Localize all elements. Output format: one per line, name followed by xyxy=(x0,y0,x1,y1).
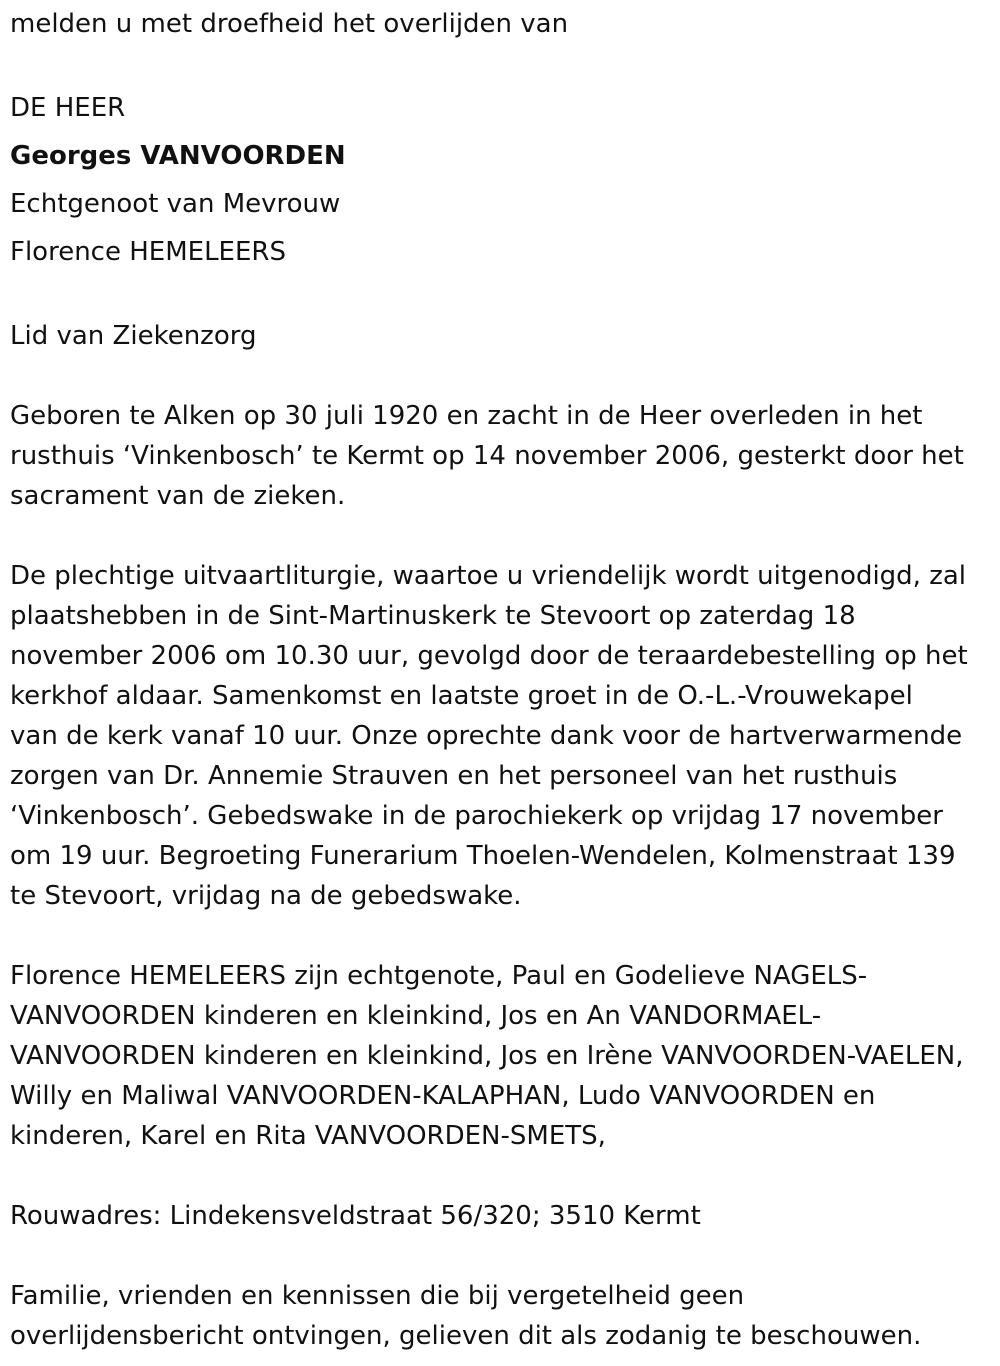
spacer xyxy=(10,356,995,396)
paragraph-line: Willy en Maliwal VANVOORDEN-KALAPHAN, Ludo VANVOORDEN en xyxy=(10,1081,876,1111)
paragraph-line: van de kerk vanaf 10 uur. Onze oprechte dank voor de hartverwarmende xyxy=(10,721,963,751)
spouse-line-1: Echtgenoot van Mevrouw xyxy=(10,189,341,219)
paragraph-line: Geboren te Alken op 30 juli 1920 en zacht in de Heer overleden in het xyxy=(10,401,923,431)
paragraph-line: sacrament van de zieken. xyxy=(10,481,346,511)
spacer xyxy=(10,1156,995,1196)
funeral-paragraph xyxy=(10,556,995,916)
spacer xyxy=(10,1236,995,1276)
paragraph-line: ‘Vinkenbosch’. Gebedswake in de parochiekerk op vrijdag 17 november xyxy=(10,801,943,831)
paragraph-line: november 2006 om 10.30 uur, gevolgd door de teraardebestelling op het xyxy=(10,641,968,671)
paragraph-line: kerkhof aldaar. Samenkomst en laatste groet in de O.-L.-Vrouwekapel xyxy=(10,681,913,711)
paragraph-line: VANVOORDEN kinderen en kleinkind, Jos en An VANDORMAEL- xyxy=(10,1001,822,1031)
obituary-notice xyxy=(10,4,995,1356)
spouse-line-2: Florence HEMELEERS xyxy=(10,237,286,267)
spacer xyxy=(10,916,995,956)
spacer xyxy=(10,516,995,556)
paragraph-line: Florence HEMELEERS zijn echtgenote, Paul en Godelieve NAGELS- xyxy=(10,961,868,991)
birth-death-paragraph xyxy=(10,396,995,516)
mourning-address: Rouwadres: Lindekensveldstraat 56/320; 3510 Kermt xyxy=(10,1201,701,1231)
paragraph-line: Familie, vrienden en kennissen die bij vergetelheid geen xyxy=(10,1281,745,1311)
paragraph-line: rusthuis ‘Vinkenbosch’ te Kermt op 14 november 2006, gesterkt door het xyxy=(10,441,964,471)
paragraph-line: plaatshebben in de Sint-Martinuskerk te Stevoort op zaterdag 18 xyxy=(10,601,856,631)
membership: Lid van Ziekenzorg xyxy=(10,321,257,351)
closing-paragraph xyxy=(10,1276,995,1356)
deceased-name: Georges VANVOORDEN xyxy=(10,141,346,171)
spacer xyxy=(10,276,995,316)
paragraph-line: VANVOORDEN kinderen en kleinkind, Jos en Irène VANVOORDEN-VAELEN, xyxy=(10,1041,964,1071)
family-paragraph xyxy=(10,956,995,1156)
spacer xyxy=(10,44,995,84)
paragraph-line: De plechtige uitvaartliturgie, waartoe u vriendelijk wordt uitgenodigd, zal xyxy=(10,561,967,591)
paragraph-line: te Stevoort, vrijdag na de gebedswake. xyxy=(10,881,522,911)
salutation: DE HEER xyxy=(10,93,126,123)
paragraph-line: zorgen van Dr. Annemie Strauven en het personeel van het rusthuis xyxy=(10,761,898,791)
paragraph-line: overlijdensbericht ontvingen, gelieven dit als zodanig te beschouwen. xyxy=(10,1321,922,1351)
intro-text: melden u met droefheid het overlijden van xyxy=(10,9,569,39)
paragraph-line: kinderen, Karel en Rita VANVOORDEN-SMETS, xyxy=(10,1121,606,1151)
paragraph-line: om 19 uur. Begroeting Funerarium Thoelen-Wendelen, Kolmenstraat 139 xyxy=(10,841,956,871)
